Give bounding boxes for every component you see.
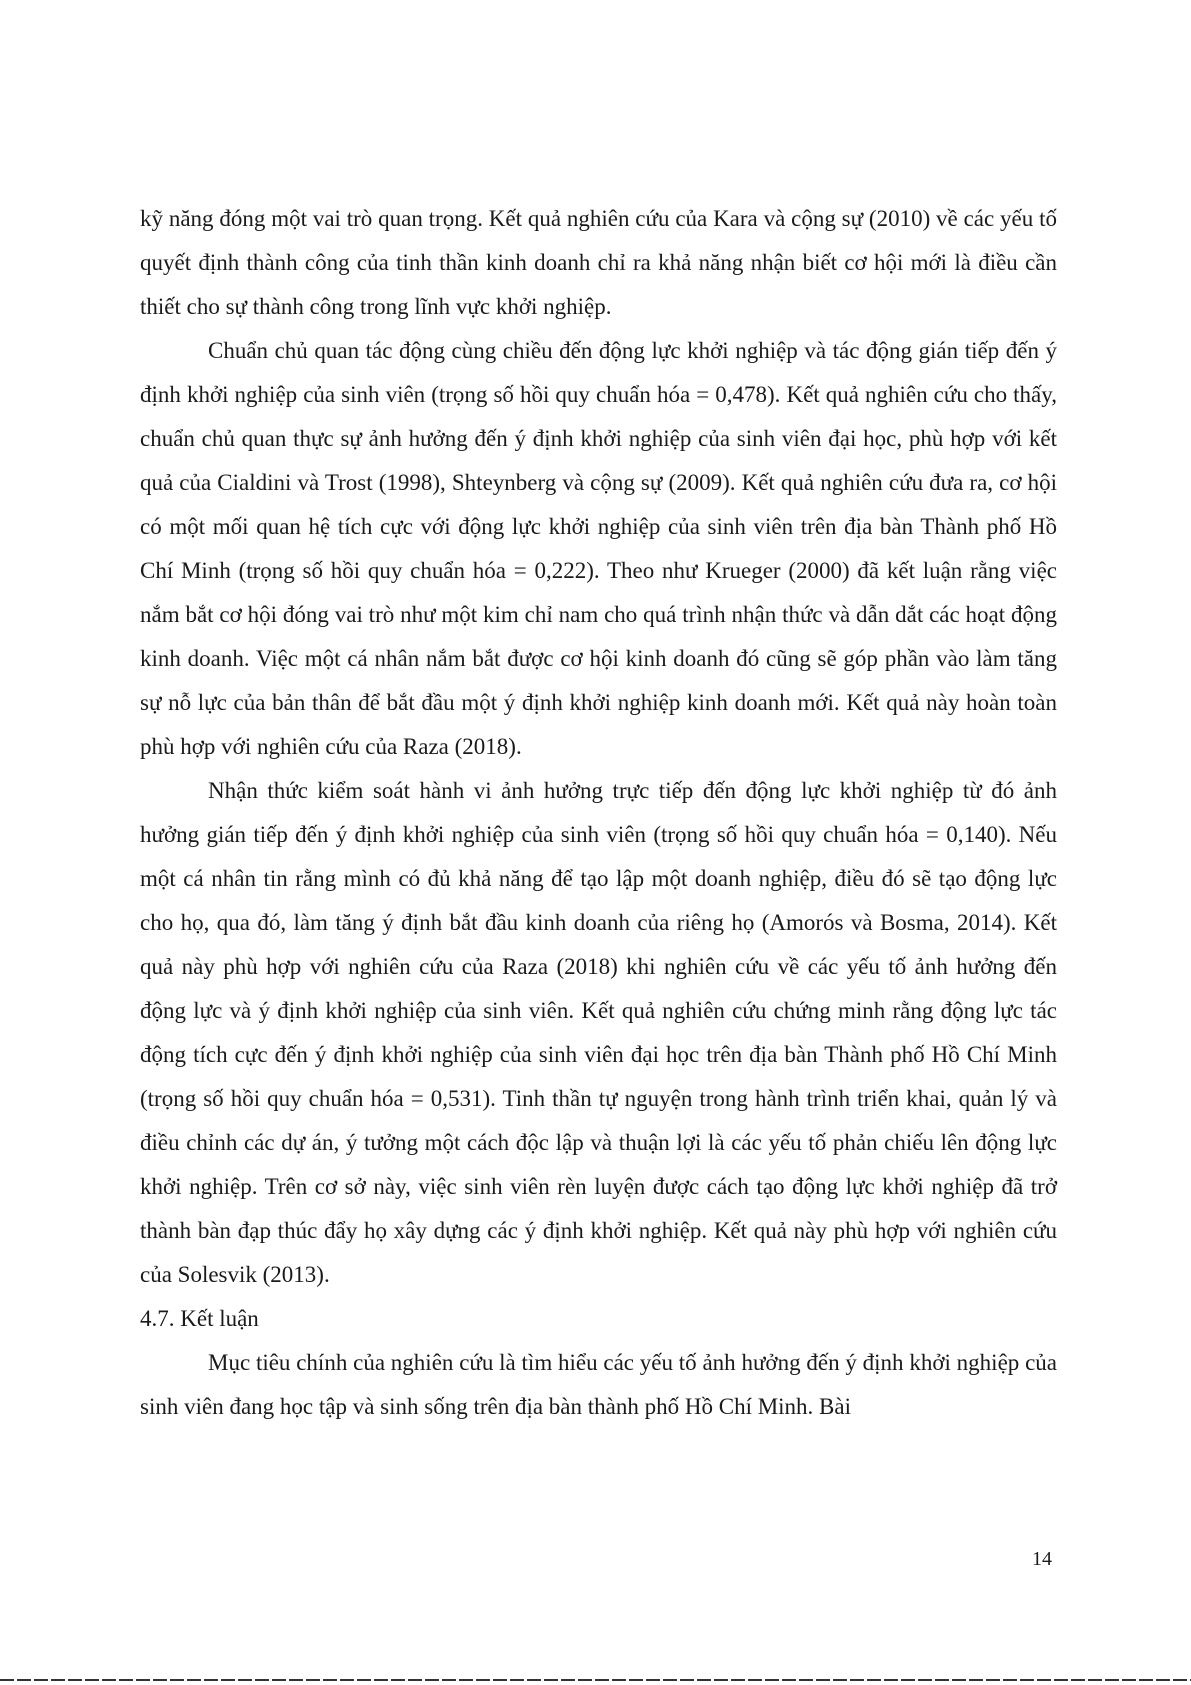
scan-edge-divider: [0, 1679, 1191, 1681]
page-body: [140, 197, 1057, 1429]
paragraph-4: Mục tiêu chính của nghiên cứu là tìm hiểu các yếu tố ảnh hưởng đến ý định khởi nghiệp của sinh viên đang học tập và sinh sống trên địa bàn thành phố Hồ Chí Minh. Bài: [140, 1350, 1057, 1419]
paragraph-2: Chuẩn chủ quan tác động cùng chiều đến động lực khởi nghiệp và tác động gián tiếp đến ý định khởi nghiệp của sinh viên (trọng số hồi quy chuẩn hóa = 0,478). Kết quả nghiên cứu cho thấy, chuẩn chủ quan thực sự ảnh hưởng đến ý định khởi nghiệp của sinh viên đại học, phù hợp với kết quả của Cialdini và Trost (1998), Shteynberg và cộng sự (2009). Kết quả nghiên cứu đưa ra, cơ hội có một mối quan hệ tích cực với động lực khởi nghiệp của sinh viên trên địa bàn Thành phố Hồ Chí Minh (trọng số hồi quy chuẩn hóa = 0,222). Theo như Krueger (2000) đã kết luận rằng việc nắm bắt cơ hội đóng vai trò như một kim chỉ nam cho quá trình nhận thức và dẫn dắt các hoạt động kinh doanh. Việc một cá nhân nắm bắt được cơ hội kinh doanh đó cũng sẽ góp phần vào làm tăng sự nỗ lực của bản thân để bắt đầu một ý định khởi nghiệp kinh doanh mới. Kết quả này hoàn toàn phù hợp với nghiên cứu của Raza (2018).: [140, 338, 1057, 759]
page-number: 14: [1032, 1548, 1052, 1570]
paragraph-1: kỹ năng đóng một vai trò quan trọng. Kết quả nghiên cứu của Kara và cộng sự (2010) về các yếu tố quyết định thành công của tinh thần kinh doanh chỉ ra khả năng nhận biết cơ hội mới là điều cần thiết cho sự thành công trong lĩnh vực khởi nghiệp.: [140, 206, 1057, 319]
paragraph-3: Nhận thức kiểm soát hành vi ảnh hưởng trực tiếp đến động lực khởi nghiệp từ đó ảnh hưởng gián tiếp đến ý định khởi nghiệp của sinh viên (trọng số hồi quy chuẩn hóa = 0,140). Nếu một cá nhân tin rằng mình có đủ khả năng để tạo lập một doanh nghiệp, điều đó sẽ tạo động lực cho họ, qua đó, làm tăng ý định bắt đầu kinh doanh của riêng họ (Amorós và Bosma, 2014). Kết quả này phù hợp với nghiên cứu của Raza (2018) khi nghiên cứu về các yếu tố ảnh hưởng đến động lực và ý định khởi nghiệp của sinh viên. Kết quả nghiên cứu chứng minh rằng động lực tác động tích cực đến ý định khởi nghiệp của sinh viên đại học trên địa bàn Thành phố Hồ Chí Minh (trọng số hồi quy chuẩn hóa = 0,531). Tinh thần tự nguyện trong hành trình triển khai, quản lý và điều chỉnh các dự án, ý tưởng một cách độc lập và thuận lợi là các yếu tố phản chiếu lên động lực khởi nghiệp. Trên cơ sở này, việc sinh viên rèn luyện được cách tạo động lực khởi nghiệp đã trở thành bàn đạp thúc đẩy họ xây dựng các ý định khởi nghiệp. Kết quả này phù hợp với nghiên cứu của Solesvik (2013).: [140, 778, 1057, 1287]
section-heading: 4.7. Kết luận: [140, 1306, 259, 1331]
